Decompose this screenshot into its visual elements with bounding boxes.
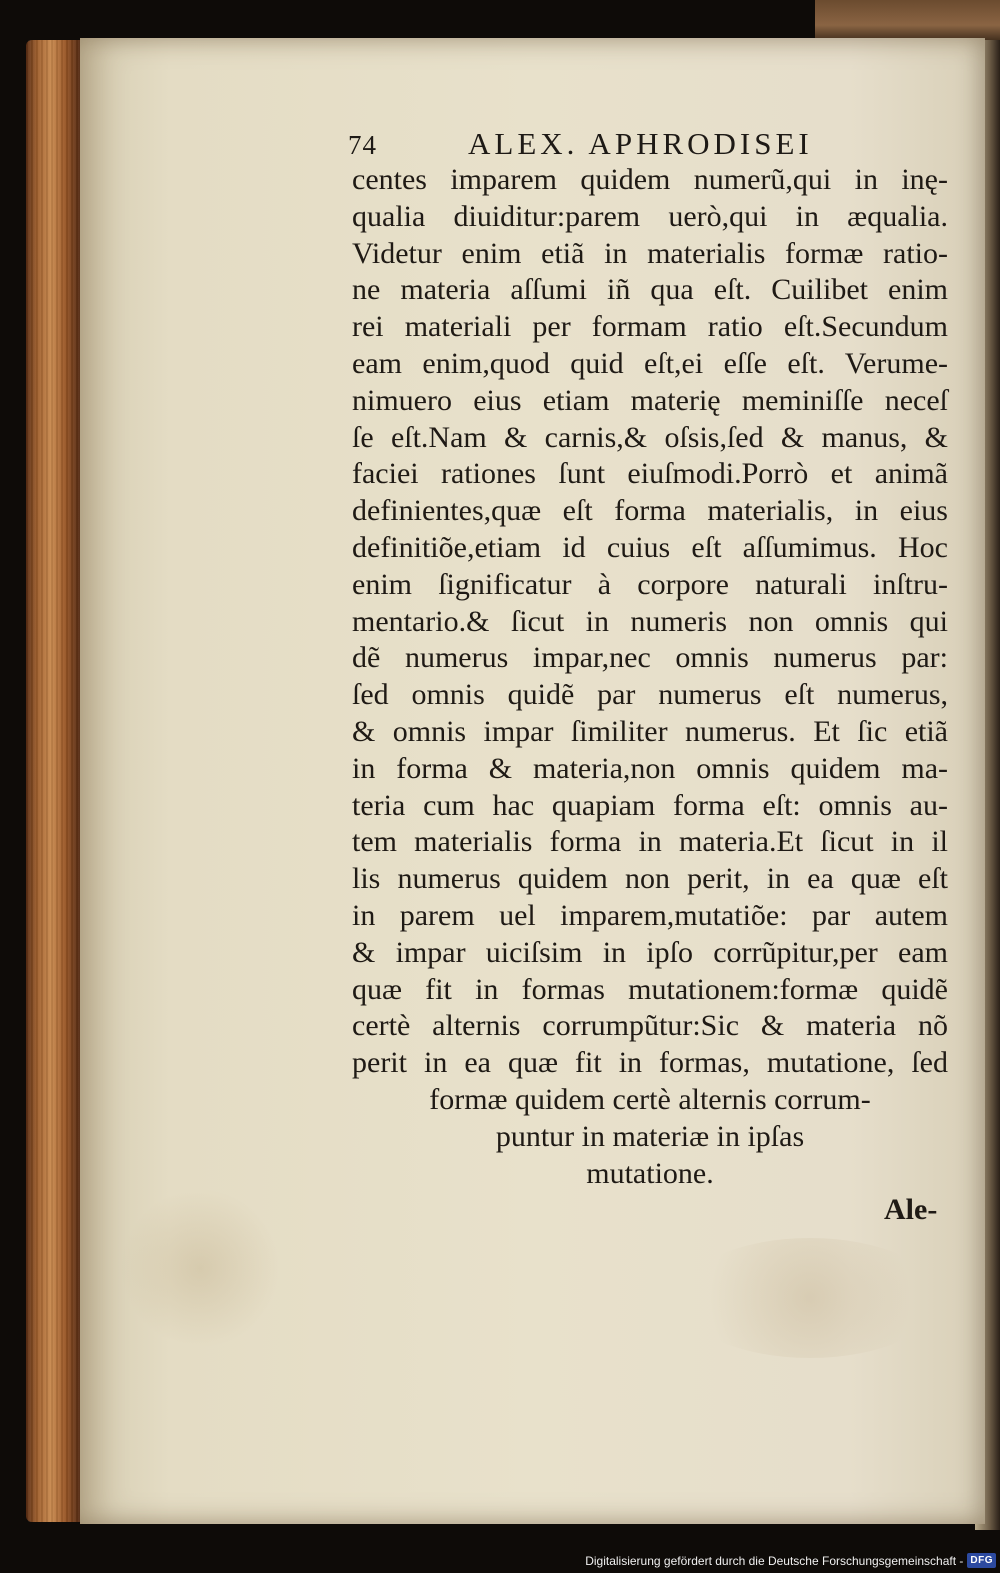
funding-text: Digitalisierung gefördert durch die Deutsche Forschungsgemeinschaft -	[585, 1553, 964, 1568]
tail-line: formæ quidem certè alternis corrum-	[429, 1082, 871, 1116]
text-line: quæ fit in formas mutationem:formæ quidẽ	[352, 972, 948, 1006]
text-line: definitiõe,etiam id cuius eſt aſſumimus. Hoc	[352, 530, 948, 564]
paper-stain	[120, 1188, 280, 1348]
running-head	[348, 124, 948, 164]
text-line: faciei rationes ſunt eiuſmodi.Porrò et animã	[352, 457, 948, 491]
funding-footer	[585, 1548, 1000, 1573]
text-line: in forma & materia,non omnis quidem ma-	[352, 751, 948, 785]
page-number: 74	[348, 130, 377, 160]
text-line: Videtur enim etiã in materialis formæ ratio-	[352, 236, 948, 270]
text-line: centes imparem quidem numerũ,qui in inę-	[352, 163, 948, 196]
text-line: nimuero eius etiam materię meminiſſe neceſ	[352, 383, 948, 417]
text-line: ne materia aſſumi iñ qua eſt. Cuilibet enim	[352, 273, 948, 307]
dfg-logo-icon: DFG	[967, 1553, 996, 1568]
text-line: certè alternis corrumpũtur:Sic & materia nõ	[352, 1009, 948, 1043]
tail-line: mutatione.	[586, 1156, 714, 1190]
text-line: dẽ numerus impar,nec omnis numerus par:	[352, 641, 948, 675]
text-line: eam enim,quod quid eſt,ei eſſe eſt. Verume-	[352, 346, 948, 380]
text-line: qualia diuiditur:parem uerò,qui in æqualia.	[352, 199, 948, 233]
catchword: Ale-	[884, 1193, 938, 1226]
text-line: tem materialis forma in materia.Et ſicut in il	[352, 825, 948, 859]
text-line: & impar uiciſsim in ipſo corrũpitur,per eam	[352, 935, 948, 969]
body-text	[352, 162, 948, 1192]
text-line: ſe eſt.Nam & carnis,& oſsis,ſed & manus, &	[352, 420, 948, 454]
tail-line: puntur in materiæ in ipſas	[495, 1119, 805, 1153]
text-line: enim ſignificatur à corpore naturali inſtru-	[352, 567, 948, 601]
running-title: ALEX. APHRODISEI	[468, 126, 813, 161]
book-fore-edge	[26, 40, 82, 1522]
text-line: mentario.& ſicut in numeris non omnis qui	[352, 604, 948, 638]
text-line: definientes,quæ eſt forma materialis, in eius	[352, 494, 948, 528]
text-line: rei materiali per formam ratio eſt.Secundum	[352, 310, 948, 344]
next-leaf-corner	[815, 0, 1000, 42]
paper-stain	[680, 1238, 940, 1358]
text-line: ſed omnis quidẽ par numerus eſt numerus,	[352, 678, 948, 712]
text-line: perit in ea quæ fit in formas, mutatione, ſed	[352, 1046, 948, 1080]
text-line: teria cum hac quapiam forma eſt: omnis au-	[352, 788, 948, 822]
text-line: lis numerus quidem non perit, in ea quæ eſt	[352, 862, 948, 896]
text-line: & omnis impar ſimiliter numerus. Et ſic etiã	[352, 714, 948, 748]
text-line: in parem uel imparem,mutatiõe: par autem	[352, 898, 948, 932]
